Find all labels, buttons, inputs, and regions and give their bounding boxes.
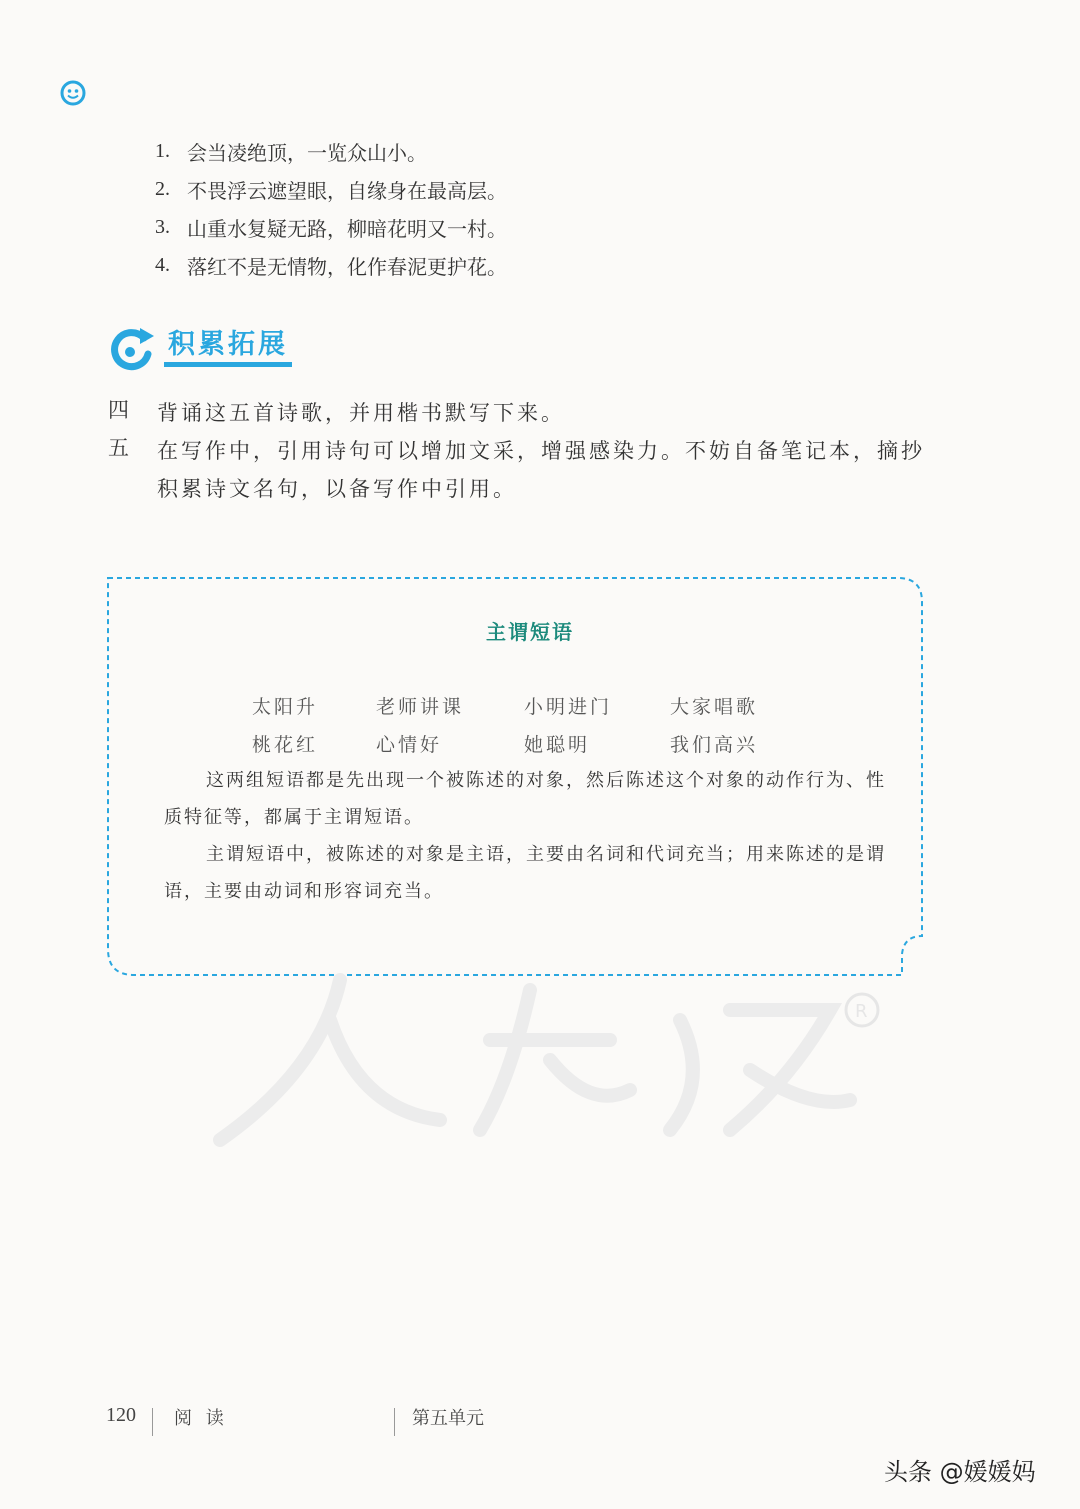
- poem-number: 4.: [155, 253, 170, 276]
- poem-text: 不畏浮云遮望眼，自缘身在最高层。: [187, 178, 507, 203]
- phrase: 她聪明: [524, 734, 591, 756]
- poem-number: 3.: [155, 215, 170, 238]
- poem-list: [155, 132, 507, 284]
- phrase: 小明进门: [524, 696, 613, 718]
- exercise-text: 背诵这五首诗歌，并用楷书默写下来。: [157, 401, 565, 425]
- phrase: 我们高兴: [670, 734, 759, 756]
- poem-text: 山重水复疑无路，柳暗花明又一村。: [187, 216, 507, 241]
- source-credit: 头条 @媛媛妈: [884, 1458, 1036, 1486]
- knowledge-paragraph: 主谓短语中，被陈述的对象是主语，主要由名词和代词充当；用来陈述的是谓语，主要由动词和形容词充当。: [164, 844, 886, 902]
- poem-line: [155, 132, 507, 170]
- phrase: 大家唱歌: [670, 696, 759, 718]
- phrase: 太阳升: [252, 696, 319, 718]
- section-underline: [164, 362, 292, 367]
- footer-divider: [152, 1408, 153, 1436]
- poem-line: [155, 208, 507, 246]
- poem-text: 会当凌绝顶，一览众山小。: [187, 140, 427, 165]
- phrase: 老师讲课: [376, 696, 465, 718]
- poem-text: 落红不是无情物，化作春泥更护花。: [187, 254, 507, 279]
- knowledge-box-title: 主谓短语: [486, 620, 574, 644]
- footer-divider: [394, 1408, 395, 1436]
- poem-line: [155, 246, 507, 284]
- smiley-icon: [60, 80, 86, 106]
- footer-unit: 第五单元: [412, 1408, 484, 1429]
- poem-number: 1.: [155, 139, 170, 162]
- exercise-number: 四: [108, 398, 132, 422]
- poem-line: [155, 170, 507, 208]
- exercise-number: 五: [108, 436, 132, 460]
- phrase: 心情好: [376, 734, 443, 756]
- exercise-text: 在写作中，引用诗句可以增加文采，增强感染力。不妨自备笔记本，摘抄积累诗文名句，以备写作中引用。: [157, 439, 925, 501]
- knowledge-paragraph: 这两组短语都是先出现一个被陈述的对象，然后陈述这个对象的动作行为、性质特征等，都属于主谓短语。: [164, 770, 886, 828]
- phrase: 桃花红: [252, 734, 319, 756]
- section-title: 积累拓展: [168, 329, 288, 360]
- refresh-arrow-icon: [106, 324, 156, 374]
- poem-number: 2.: [155, 177, 170, 200]
- page-number: 120: [106, 1404, 136, 1426]
- footer-section: 阅 读: [174, 1408, 228, 1429]
- publisher-watermark-logo: [190, 960, 910, 1160]
- svg-text:R: R: [855, 1001, 868, 1022]
